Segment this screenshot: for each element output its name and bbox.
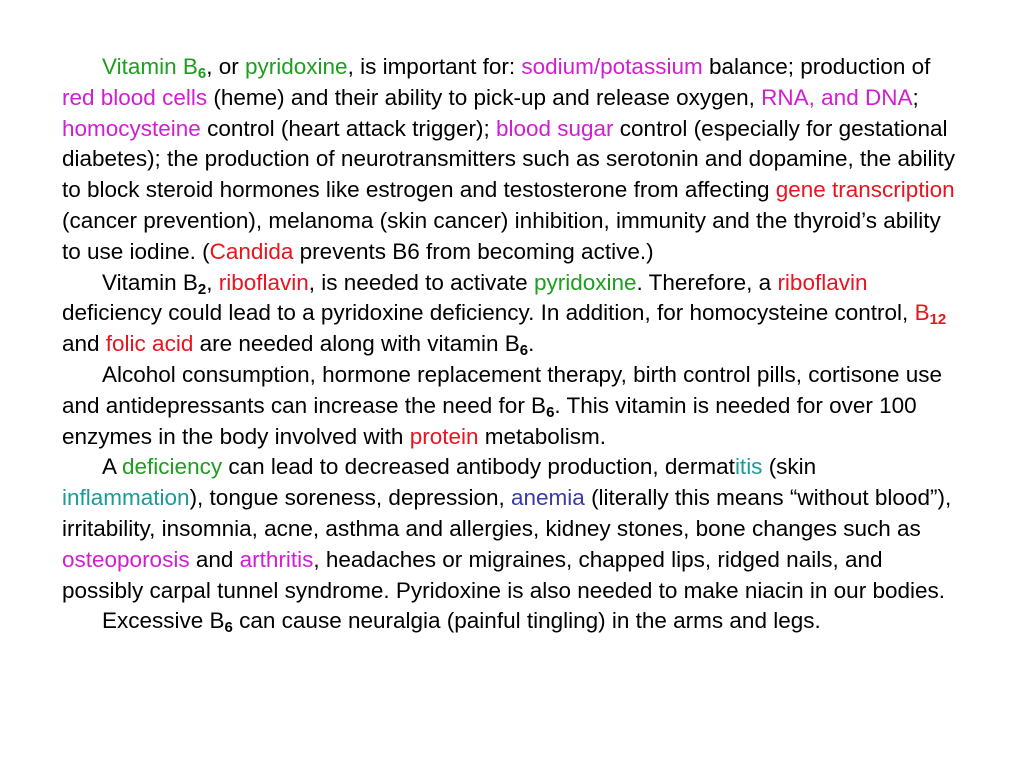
- body-text: (heme) and their ability to pick-up and release oxygen,: [207, 84, 762, 110]
- body-text: , is needed to activate: [308, 269, 534, 295]
- subscript-text: 6: [224, 619, 233, 637]
- highlighted-term: arthritis: [239, 546, 314, 572]
- highlighted-term: anemia: [511, 485, 585, 511]
- highlighted-term: Vitamin B: [102, 54, 198, 79]
- body-text: deficiency could lead to a pyridoxine deficiency. In addition, for homocysteine control,: [62, 300, 915, 326]
- highlighted-term: folic acid: [105, 331, 194, 357]
- paragraph-need-factors: [62, 360, 962, 452]
- body-text: Vitamin B: [102, 269, 198, 295]
- highlighted-term: osteoporosis: [62, 546, 190, 572]
- subscript-text: 12: [929, 311, 947, 329]
- highlighted-term: pyridoxine: [533, 269, 637, 295]
- subscript-text: 6: [197, 65, 207, 82]
- body-text: . Therefore, a: [636, 269, 778, 295]
- body-text: are needed along with vitamin B: [193, 331, 520, 357]
- paragraph-deficiency: [62, 452, 962, 606]
- paragraph-excessive: [62, 606, 962, 637]
- paragraph-vitamin-b6: [62, 52, 962, 268]
- highlighted-term: Candida: [209, 238, 294, 264]
- body-text: balance; production of: [702, 54, 931, 79]
- paragraph-vitamin-b2: [62, 268, 962, 360]
- body-text: metabolism.: [478, 423, 607, 449]
- highlighted-term: deficiency: [122, 454, 223, 480]
- highlighted-term: inflammation: [62, 485, 190, 511]
- body-text: and: [62, 331, 106, 357]
- body-text: (cancer prevention), melanoma (skin cancer) inhibition, immunity and the thyroid’s ability to use iodine. (: [62, 207, 941, 264]
- highlighted-term: protein: [409, 423, 479, 449]
- body-text: (skin: [762, 454, 817, 480]
- highlighted-term: homocysteine: [62, 115, 201, 141]
- body-text: (literally this means “without blood”), irritability, insomnia, acne, asthma and allergies, kidney stones, bone changes such as: [62, 485, 952, 541]
- body-text: can cause neuralgia (painful tingling) in the arms and legs.: [232, 608, 821, 634]
- body-text: ), tongue soreness, depression,: [189, 485, 512, 511]
- subscript-text: 6: [519, 342, 529, 360]
- body-text: , is important for:: [347, 54, 522, 79]
- highlighted-term: riboflavin: [218, 269, 309, 295]
- body-text: Alcohol consumption, hormone replacement therapy, birth control pills, cortisone use and antidepressants can increase the need for B: [62, 361, 943, 418]
- highlighted-term: sodium/potassium: [521, 54, 703, 79]
- subscript-text: 6: [546, 403, 555, 421]
- highlighted-term: itis: [734, 454, 763, 480]
- body-text: control (heart attack trigger);: [200, 115, 496, 141]
- highlighted-term: blood sugar: [495, 115, 614, 141]
- body-text: Excessive B: [102, 608, 225, 634]
- highlighted-term: B: [914, 300, 930, 326]
- body-text: , or: [206, 54, 245, 79]
- slide-text-body: [62, 52, 962, 637]
- body-text: , headaches or migraines, chapped lips, ridged nails, and possibly carpal tunnel syndrome. Pyridoxine is also needed to make niacin in our bodies.: [62, 546, 945, 603]
- body-text: .: [528, 331, 535, 357]
- body-text: and: [189, 546, 240, 572]
- highlighted-term: gene transcription: [775, 177, 955, 203]
- subscript-text: 2: [197, 280, 207, 298]
- body-text: prevents B6 from becoming active.): [293, 238, 654, 264]
- highlighted-term: RNA, and DNA: [761, 84, 913, 110]
- highlighted-term: pyridoxine: [245, 54, 348, 79]
- body-text: A: [102, 454, 123, 480]
- body-text: ;: [912, 84, 919, 110]
- body-text: . This vitamin is needed for over 100 enzymes in the body involved with: [62, 392, 917, 449]
- body-text: ,: [206, 269, 219, 295]
- body-text: can lead to decreased antibody production, dermat: [222, 454, 735, 480]
- highlighted-term: red blood cells: [62, 84, 208, 110]
- body-text: control (especially for gestational diabetes); the production of neurotransmitters such as serotonin and dopamine, the ability to block steroid hormones like estrogen and testosterone from affecting: [62, 115, 956, 203]
- highlighted-term: riboflavin: [777, 269, 868, 295]
